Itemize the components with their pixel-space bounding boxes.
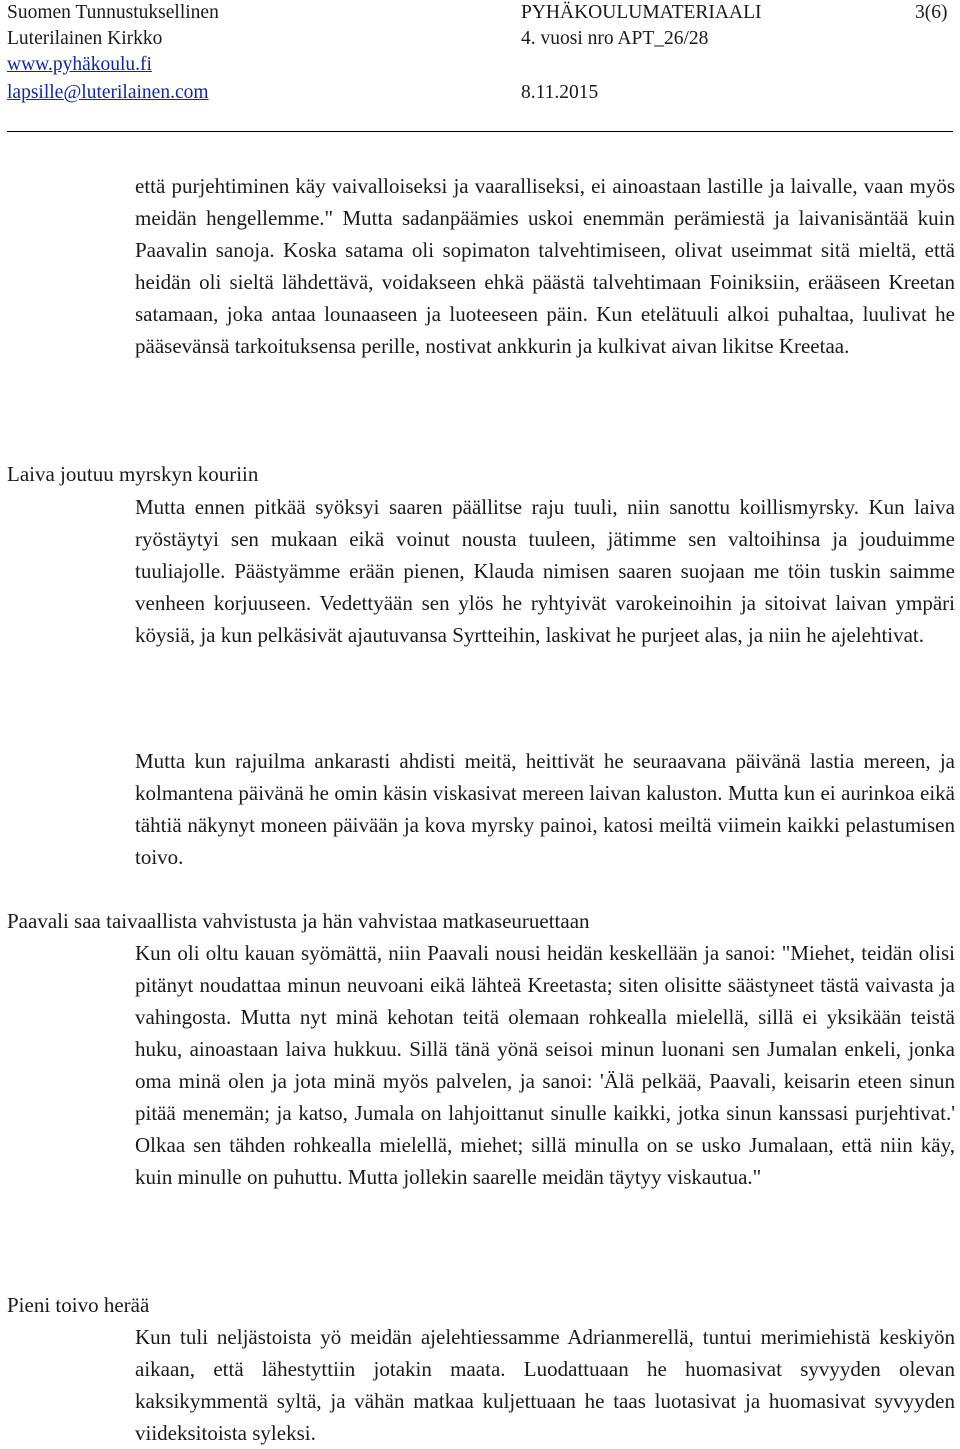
paragraph-3: Mutta kun rajuilma ankarasti ahdisti meitä, heittivät he seuraavana päivänä lastia mereen, ja kolmantena päivänä he omin käsin viskasivat mereen laivan kaluston. Mutta kun ei aurinkoa eikä tähtiä näkynyt moneen päivään ja kova myrsky painoi, katosi meiltä viimein kaikki pelastumisen toivo. [135, 749, 955, 869]
section-title-storm: Laiva joutuu myrskyn kouriin [7, 462, 259, 486]
section-title-encouragement: Paavali saa taivaallista vahvistusta ja hän vahvistaa matkaseuruettaan [7, 909, 590, 933]
header-divider [7, 131, 953, 132]
email-link[interactable]: lapsille@luterilainen.com [7, 82, 209, 103]
page-number: 3(6) [915, 2, 948, 23]
website-link[interactable]: www.pyhäkoulu.fi [7, 54, 152, 75]
org-name-line1: Suomen Tunnustuksellinen [7, 2, 219, 23]
paragraph-2: Mutta ennen pitkää syöksyi saaren päällitse raju tuuli, niin sanottu koillismyrsky. Kun laiva ryöstäytyi sen mukaan eikä voinut nousta tuuleen, jätimme sen valtoihinsa ja jouduimme tuuliajolle. Päästyämme erään pienen, Klauda nimisen saaren suojaan me töin tuskin saimme venheen korjuuseen. Vedettyään sen ylös he ryhtyivät varokeinoihin ja sitoivat laivan ympäri köysiä, ja kun pelkäsivät ajautuvansa Syrtteihin, laskivat he purjeet alas, ja niin he ajelehtivat. [135, 495, 955, 647]
document-title: PYHÄKOULUMATERIAALI [521, 2, 762, 23]
page-header [7, 0, 953, 132]
document-subtitle: 4. vuosi nro APT_26/28 [521, 28, 709, 49]
paragraph-4: Kun oli oltu kauan syömättä, niin Paavali nousi heidän keskellään ja sanoi: "Miehet, teidän olisi pitänyt noudattaa minun neuvoani eikä lähteä Kreetasta; siten olisitte säästyneet tästä vaivasta ja vahingosta. Mutta nyt minä kehotan teitä olemaan rohkealla mielellä, sillä ei yksikään teistä huku, ainoastaan laiva hukkuu. Sillä tänä yönä seisoi minun luonani sen Jumalan enkeli, jonka oma minä olen ja jota minä myös palvelen, ja sanoi: 'Älä pelkää, Paavali, keisarin eteen sinun pitää menemän; ja katso, Jumala on lahjoittanut sinulle kaikki, jotka sinun kanssasi purjehtivat.' Olkaa sen tähden rohkealla mielellä, miehet; sillä minulla on se usko Jumalaan, että niin käy, kuin minulle on puhuttu. Mutta jollekin saarelle meidän täytyy viskautua." [135, 941, 955, 1189]
paragraph-5: Kun tuli neljästoista yö meidän ajelehtiessamme Adrianmerellä, tuntui merimiehistä keskiyön aikaan, että lähestyttiin jotakin maata. Luodattuaan he huomasivat syvyyden olevan kaksikymmentä syltä, ja vähän matkaa kuljettuaan he taas luotasivat ja huomasivat syvyyden viideksitoista syleksi. [135, 1325, 955, 1445]
paragraph-1: että purjehtiminen käy vaivalloiseksi ja vaaralliseksi, ei ainoastaan lastille ja laivalle, vaan myös meidän hengellemme." Mutta sadanpäämies uskoi enemmän perämiestä ja laivanisäntää kuin Paavalin sanoja. Koska satama oli sopimaton talvehtimiseen, olivat useimmat sitä mieltä, että heidän oli sieltä lähdettävä, voidakseen ehkä päästä talvehtimaan Foiniksiin, erääseen Kreetan satamaan, joka antaa lounaaseen ja luoteeseen päin. Kun etelätuuli alkoi puhaltaa, luulivat he pääsevänsä tarkoituksensa perille, nostivat ankkurin ja kulkivat aivan likitse Kreetaa. [135, 174, 955, 358]
section-title-hope: Pieni toivo herää [7, 1293, 150, 1317]
org-name-line2: Luterilainen Kirkko [7, 28, 163, 49]
document-date: 8.11.2015 [521, 82, 599, 103]
